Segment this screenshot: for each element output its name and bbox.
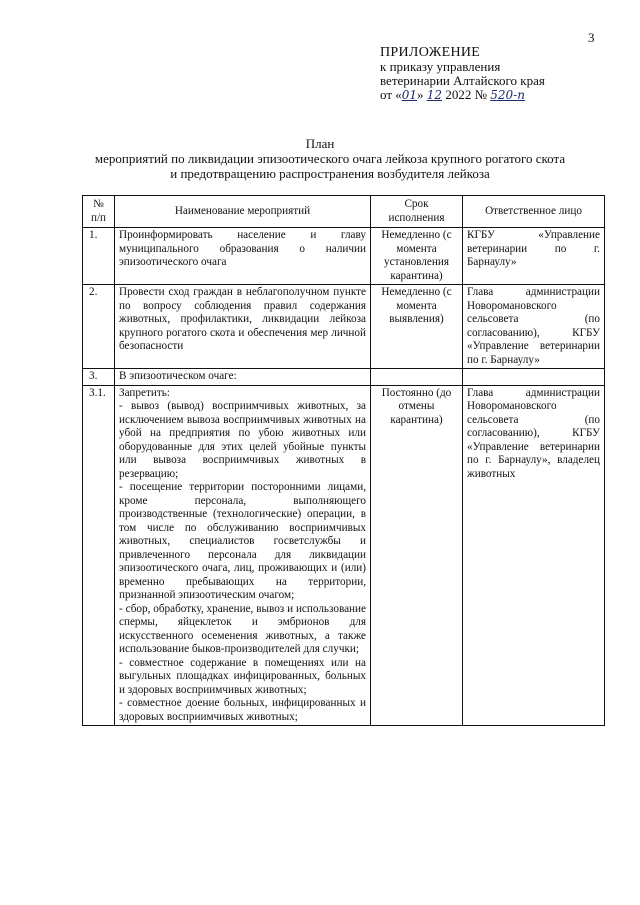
- plan-subtitle-line-2: и предотвращению распространения возбудителя лейкоза: [170, 166, 490, 181]
- measure-line: - совместное содержание в помещениях или на выгульных площадках инфицированных, больных и здоровых восприимчивых животных;: [119, 656, 366, 696]
- row-term: Немедленно (с момента установления карантина): [371, 228, 463, 285]
- handwritten-order-number: 520-п: [490, 88, 525, 102]
- header-number-line-2: п/п: [90, 211, 107, 224]
- row-measure: [115, 385, 371, 726]
- row-responsible: КГБУ «Управление ветеринарии по г. Барнаулу»: [463, 228, 605, 285]
- row-responsible: [463, 369, 605, 386]
- measure-line: - вывоз (вывод) восприимчивых животных, за исключением вывоза восприимчивых животных на убой на предприятия по убою животных или оборудованные для этих целей убойные пункты или вывоза восприимчивых животных в резервацию;: [119, 400, 366, 480]
- row-measure: В эпизоотическом очаге:: [115, 369, 371, 386]
- table-row: [83, 228, 605, 285]
- row-term: Немедленно (с момента выявления): [371, 285, 463, 369]
- plan-subtitle-line-1: мероприятий по ликвидации эпизоотического очага лейкоза крупного рогатого скота: [94, 151, 566, 166]
- plan-title: План: [305, 136, 335, 151]
- row-responsible: Глава администрации Новоромановского сельсовета (по согласованию), КГБУ «Управление ветеринарии по г. Барнаулу», владелец животных: [463, 385, 605, 726]
- measure-line: Запретить:: [119, 386, 170, 399]
- date-mid: »: [417, 87, 424, 102]
- appendix-line-2: ветеринарии Алтайского края: [380, 73, 545, 88]
- table-row: [83, 285, 605, 369]
- row-number: 1.: [83, 228, 115, 285]
- header-name: Наименование мероприятий: [115, 196, 371, 228]
- appendix-block: [380, 46, 545, 102]
- page-number: 3: [588, 30, 595, 45]
- handwritten-day: 01: [401, 88, 418, 102]
- appendix-date-line: [380, 88, 545, 102]
- measure-line: - посещение территории посторонними лицами, кроме персонала, выполняющего производственные (технологические) операции, в том числе по обслуживанию восприимчивых животных, специалистов госветслужбы и привлеченного персонала для ликвидации эпизоотического очага, лиц, проживающих и (или) временно пребывающих на территории, признанной эпизоотическим очагом;: [119, 481, 366, 601]
- row-measure: Проинформировать население и главу муниципального образования о наличии эпизоотического очага: [115, 228, 371, 285]
- plan-subtitle: [60, 151, 600, 181]
- table-header-row: [83, 196, 605, 228]
- row-number: 3.: [83, 369, 115, 386]
- row-term: [371, 369, 463, 386]
- appendix-title: ПРИЛОЖЕНИЕ: [380, 45, 481, 60]
- header-number: [83, 196, 115, 228]
- header-term-line-1: Срок: [404, 198, 429, 210]
- row-number: 2.: [83, 285, 115, 369]
- appendix-line-1: к приказу управления: [380, 59, 501, 74]
- header-number-line-1: №: [93, 198, 104, 210]
- table-row: [83, 385, 605, 726]
- header-term: [371, 196, 463, 228]
- measure-line: - совместное доение больных, инфицированных и здоровых восприимчивых животных;: [119, 697, 366, 723]
- date-prefix: от «: [380, 87, 402, 102]
- handwritten-month: 12: [426, 88, 443, 102]
- row-measure: Провести сход граждан в неблагополучном пункте по вопросу соблюдения правил содержания животных, профилактики, ликвидации лейкоза крупного рогатого скота и обеспечения мер личной безопасности: [115, 285, 371, 369]
- row-number: 3.1.: [83, 385, 115, 726]
- date-year: 2022 №: [445, 87, 487, 102]
- table-row: [83, 369, 605, 386]
- measures-table: [82, 195, 605, 726]
- header-term-line-2: исполнения: [388, 211, 445, 224]
- header-responsible: Ответственное лицо: [463, 196, 605, 228]
- row-responsible: Глава администрации Новоромановского сельсовета (по согласованию), КГБУ «Управление ветеринарии по г. Барнаулу»: [463, 285, 605, 369]
- row-term: Постоянно (до отмены карантина): [371, 385, 463, 726]
- measure-line: - сбор, обработку, хранение, вывоз и использование спермы, яйцеклеток и эмбрионов для искусственного осеменения животных, а также использование быков-производителей для случки;: [119, 602, 366, 655]
